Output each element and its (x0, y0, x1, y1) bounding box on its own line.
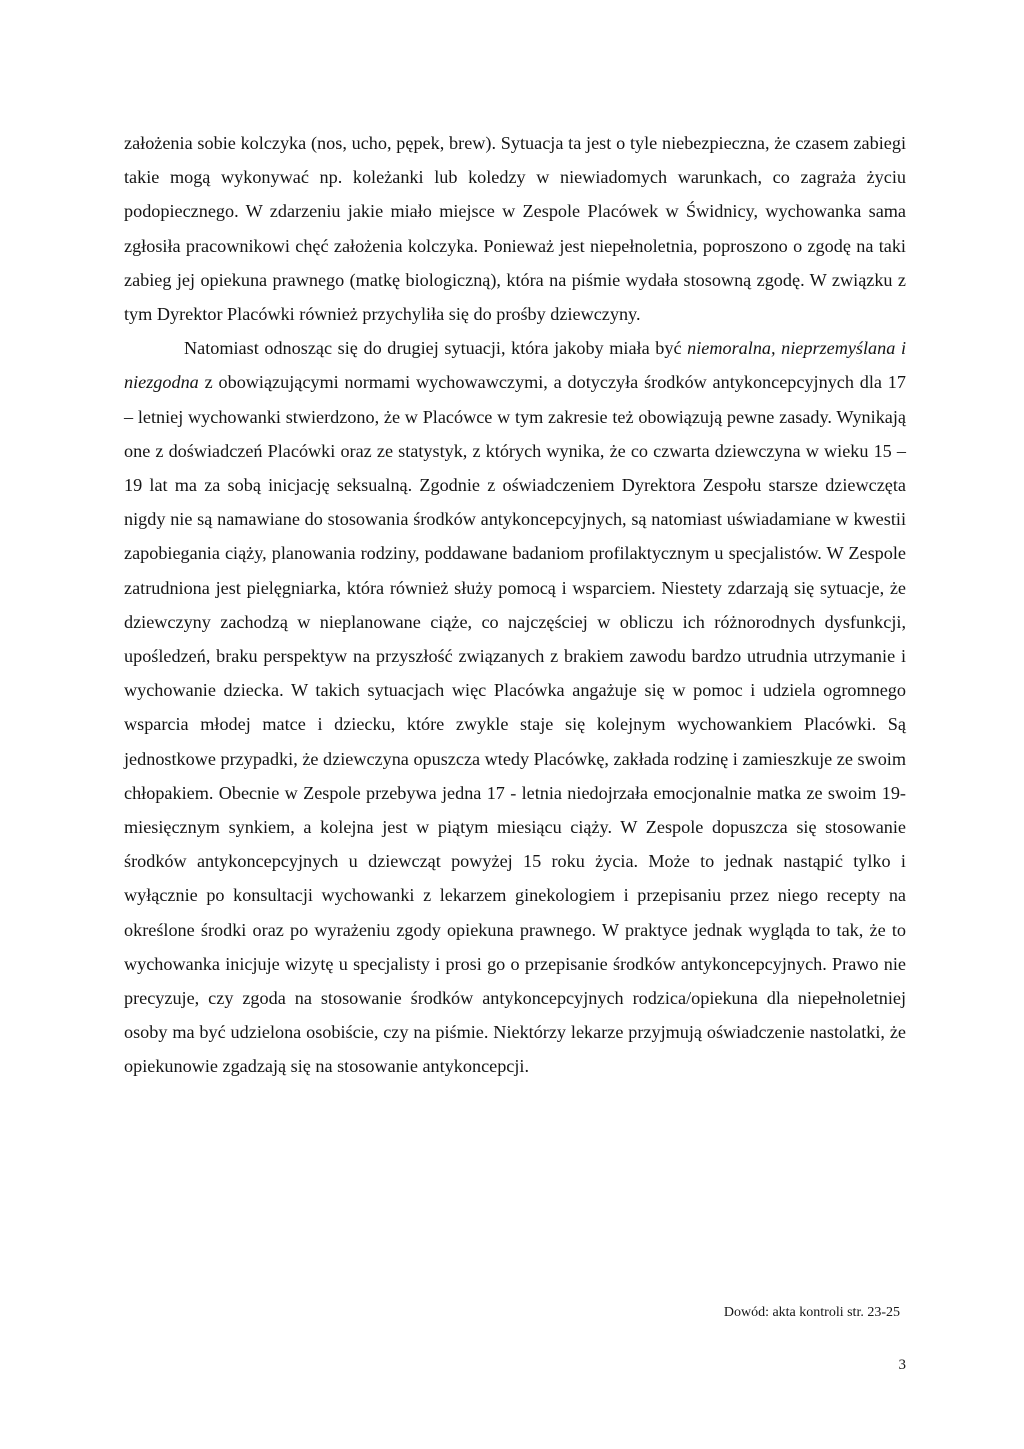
evidence-note: Dowód: akta kontroli str. 23-25 (723, 1305, 900, 1320)
paragraph-1 (124, 126, 906, 331)
page-number: 3 (898, 1357, 906, 1373)
body-text (124, 126, 906, 1084)
paragraph-2-text-a: Natomiast odnosząc się do drugiej sytuacji, która jakoby miała być (184, 338, 688, 359)
paragraph-2-italic-phrase: niemoralna, nieprzemyślana i niezgodna (124, 338, 906, 393)
paragraph-2-text-b: z obowiązującymi normami wychowawczymi, a dotyczyła środków antykoncepcyjnych dla 17 – letniej wychowanki stwierdzono, że w Placówce w tym zakresie też obowiązują pewne zasady. Wynikają one z doświadczeń Placówki oraz ze statystyk, z których wynika, że co czwarta dziewczyna w wieku 15 – 19 lat ma za sobą inicjację seksualną. Zgodnie z oświadczeniem Dyrektora Zespołu starsze dziewczęta nigdy nie są namawiane do stosowania środków antykoncepcyjnych, są natomiast uświadamiane w kwestii zapobiegania ciąży, planowania rodziny, poddawane badaniom profilaktycznym u specjalistów. W Zespole zatrudniona jest pielęgniarka, która również służy pomocą i wsparciem. Niestety zdarzają się sytuacje, że dziewczyny zachodzą w nieplanowane ciąże, co najczęściej w obliczu ich różnorodnych dysfunkcji, upośledzeń, braku perspektyw na przyszłość związanych z brakiem zawodu bardzo utrudnia utrzymanie i wychowanie dziecka. W takich sytuacjach więc Placówka angażuje się w pomoc i udziela ogromnego wsparcia młodej matce i dziecku, które zwykle staje się kolejnym wychowankiem Placówki. Są jednostkowe przypadki, że dziewczyna opuszcza wtedy Placówkę, zakłada rodzinę i zamieszkuje ze swoim chłopakiem. Obecnie w Zespole przebywa jedna 17 - letnia niedojrzała emocjonalnie matka ze swoim 19- miesięcznym synkiem, a kolejna jest w piątym miesiącu ciąży. W Zespole dopuszcza się stosowanie środków antykoncepcyjnych u dziewcząt powyżej 15 roku życia. Może to jednak nastąpić tylko i wyłącznie po konsultacji wychowanki z lekarzem ginekologiem i przepisaniu przez niego recepty na określone środki oraz po wyrażeniu zgody opiekuna prawnego. W praktyce jednak wygląda to tak, że to wychowanka inicjuje wizytę u specjalisty i prosi go o przepisanie środków antykoncepcyjnych. Prawo nie precyzuje, czy zgoda na stosowanie środków antykoncepcyjnych rodzica/opiekuna dla niepełnoletniej osoby ma być udzielona osobiście, czy na piśmie. Niektórzy lekarze przyjmują oświadczenie nastolatki, że opiekunowie zgadzają się na stosowanie antykoncepcji. (124, 372, 906, 1077)
paragraph-2 (124, 331, 906, 1083)
paragraph-1-text: założenia sobie kolczyka (nos, ucho, pępek, brew). Sytuacja ta jest o tyle niebezpieczna, że czasem zabiegi takie mogą wykonywać np. koleżanki lub koledzy w niewiadomych warunkach, co zagraża życiu podopiecznego. W zdarzeniu jakie miało miejsce w Zespole Placówek w Świdnicy, wychowanka sama zgłosiła pracownikowi chęć założenia kolczyka. Ponieważ jest niepełnoletnia, poproszono o zgodę na taki zabieg jej opiekuna prawnego (matkę biologiczną), która na piśmie wydała stosowną zgodę. W związku z tym Dyrektor Placówki również przychyliła się do prośby dziewczyny. (124, 133, 906, 325)
